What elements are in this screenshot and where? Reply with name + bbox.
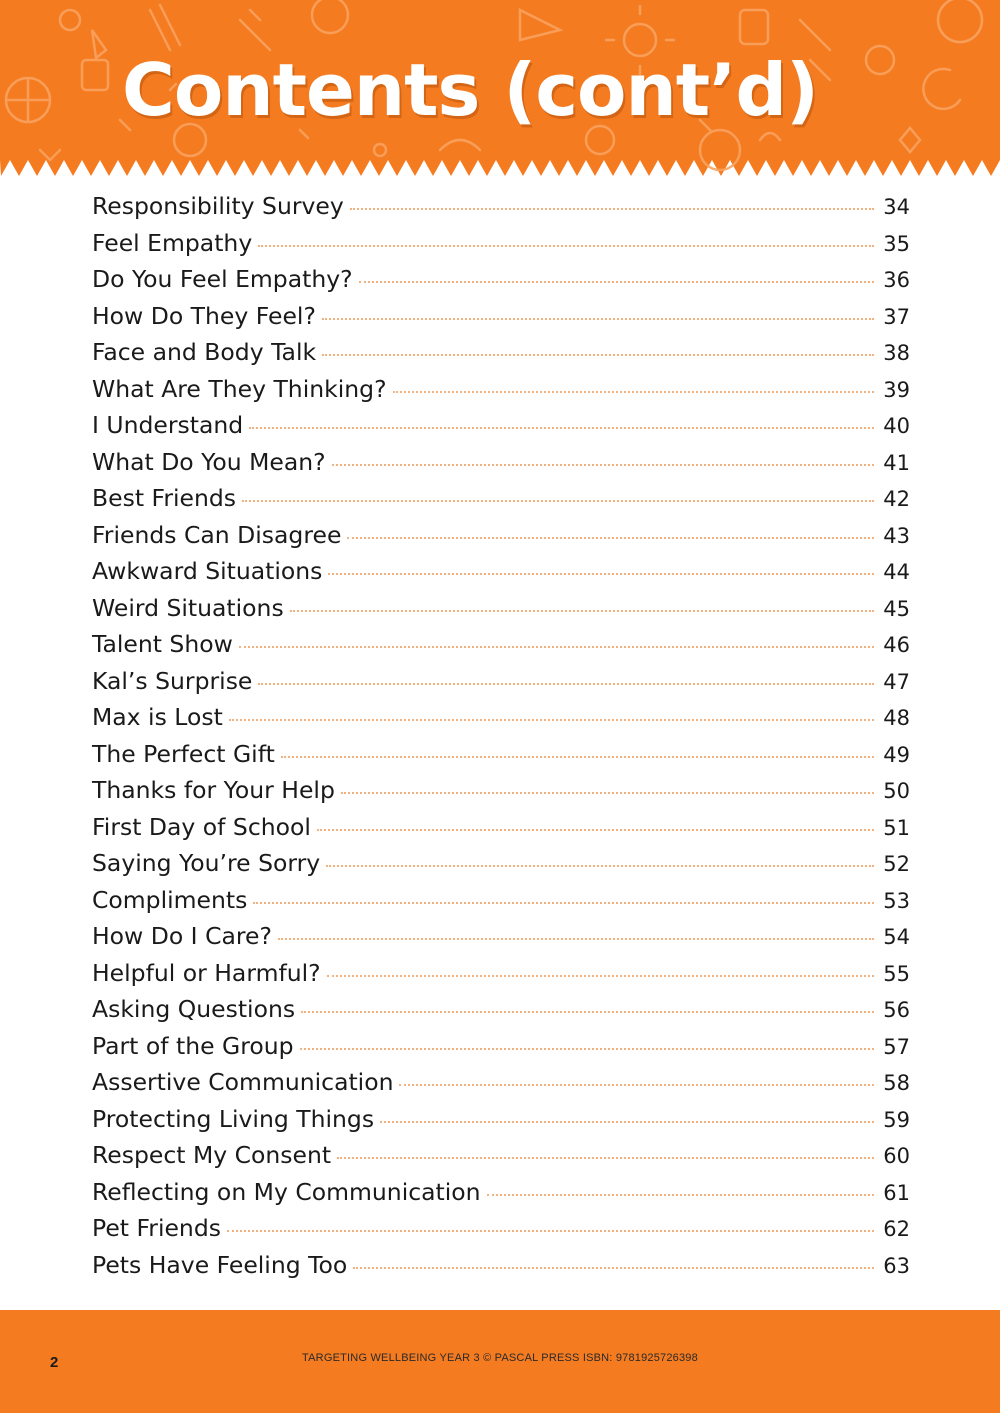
toc-entry-page: 51: [883, 815, 910, 840]
toc-entry-title: Responsibility Survey: [92, 192, 344, 220]
toc-entry-page: 53: [883, 888, 910, 913]
toc-entry-page: 50: [883, 779, 910, 803]
dot-leader: [359, 281, 874, 283]
toc-entry: [92, 1214, 910, 1251]
toc-entry-title: How Do I Care?: [92, 922, 272, 950]
toc-entry: [92, 630, 910, 667]
toc-entry-title: What Are They Thinking?: [92, 374, 387, 403]
toc-entry-page: 62: [883, 1217, 910, 1241]
dot-leader: [380, 1121, 874, 1123]
toc-entry-title: Do You Feel Empathy?: [92, 265, 353, 293]
toc-entry-page: 60: [883, 1144, 910, 1168]
dot-leader: [258, 245, 874, 247]
dot-leader: [242, 500, 874, 502]
toc-entry-page: 49: [883, 742, 910, 767]
toc-entry-page: 41: [883, 450, 910, 475]
dot-leader: [326, 865, 874, 867]
toc-entry: [92, 886, 910, 923]
toc-entry-title: Kal’s Surprise: [92, 666, 253, 695]
toc-entry: [92, 338, 910, 375]
toc-entry: [92, 411, 910, 448]
toc-entry-title: Pets Have Feeling Too: [92, 1250, 348, 1279]
toc-entry-title: Friends Can Disagree: [92, 520, 342, 549]
dot-leader: [227, 1230, 874, 1232]
toc-entry: [92, 229, 910, 266]
dot-leader: [487, 1194, 874, 1196]
toc-entry: [92, 521, 910, 558]
dot-leader: [249, 427, 874, 429]
toc-entry-page: 44: [883, 560, 910, 584]
dot-leader: [399, 1084, 874, 1086]
toc-entry-page: 40: [883, 414, 910, 438]
toc-entry: [92, 703, 910, 740]
toc-entry-page: 57: [883, 1034, 910, 1059]
toc-entry-page: 56: [883, 998, 910, 1022]
toc-entry: [92, 1251, 910, 1288]
dot-leader: [301, 1011, 874, 1013]
toc-entry-page: 38: [883, 341, 910, 365]
dot-leader: [281, 756, 874, 758]
toc-entry-page: 48: [883, 706, 910, 730]
toc-entry-title: Protecting Living Things: [92, 1104, 375, 1133]
toc-entry-title: What Do You Mean?: [92, 447, 326, 476]
table-of-contents: [92, 192, 910, 1287]
footer-copyright: TARGETING WELLBEING YEAR 3 © PASCAL PRESS ISBN: 9781925726398: [302, 1352, 698, 1364]
toc-entry-title: Compliments: [92, 885, 248, 914]
toc-entry-page: 37: [883, 304, 910, 329]
dot-leader: [332, 464, 874, 466]
toc-entry-title: Best Friends: [92, 484, 237, 512]
toc-entry: [92, 302, 910, 339]
page-number: 2: [50, 1354, 59, 1371]
toc-entry-title: Helpful or Harmful?: [92, 958, 321, 987]
toc-entry: [92, 375, 910, 412]
dot-leader: [317, 829, 874, 831]
toc-entry-page: 34: [883, 195, 910, 219]
toc-entry-page: 59: [883, 1107, 910, 1132]
toc-entry-title: Asking Questions: [92, 995, 296, 1023]
dot-leader: [393, 391, 874, 393]
toc-entry-title: Assertive Communication: [92, 1068, 394, 1096]
toc-entry: [92, 1178, 910, 1215]
toc-entry-page: 52: [883, 852, 910, 876]
toc-entry-page: 55: [883, 961, 910, 986]
dot-leader: [258, 683, 874, 685]
dot-leader: [253, 902, 874, 904]
toc-entry: [92, 849, 910, 886]
toc-entry: [92, 922, 910, 959]
toc-entry-page: 43: [883, 523, 910, 548]
toc-entry-title: How Do They Feel?: [92, 301, 316, 330]
toc-entry-page: 47: [883, 669, 910, 694]
toc-entry-page: 54: [883, 925, 910, 949]
dot-leader: [322, 354, 874, 356]
dot-leader: [341, 792, 874, 794]
toc-entry: [92, 594, 910, 631]
toc-entry: [92, 959, 910, 996]
dot-leader: [327, 975, 874, 977]
toc-entry-page: 42: [883, 487, 910, 511]
toc-entry-title: Saying You’re Sorry: [92, 849, 321, 877]
toc-entry: [92, 813, 910, 850]
toc-entry-title: I Understand: [92, 411, 244, 439]
toc-entry: [92, 776, 910, 813]
dot-leader: [350, 208, 874, 210]
dot-leader: [337, 1157, 874, 1159]
toc-entry-page: 63: [883, 1253, 910, 1278]
dot-leader: [290, 610, 874, 612]
toc-entry-title: The Perfect Gift: [92, 739, 275, 768]
toc-entry-page: 35: [883, 231, 910, 256]
toc-entry-title: Pet Friends: [92, 1214, 221, 1242]
toc-entry-title: Reflecting on My Communication: [92, 1177, 481, 1206]
toc-entry-page: 45: [883, 596, 910, 621]
toc-entry-title: Thanks for Your Help: [92, 776, 335, 804]
toc-entry: [92, 1141, 910, 1178]
toc-entry-title: Max is Lost: [92, 703, 223, 731]
toc-entry: [92, 1032, 910, 1069]
toc-entry: [92, 192, 910, 229]
toc-entry: [92, 265, 910, 302]
toc-entry-page: 58: [883, 1071, 910, 1095]
dot-leader: [229, 719, 874, 721]
toc-entry-title: Respect My Consent: [92, 1141, 332, 1169]
toc-entry: [92, 1068, 910, 1105]
dot-leader: [322, 318, 874, 320]
toc-entry-title: Weird Situations: [92, 593, 284, 622]
toc-entry: [92, 667, 910, 704]
dot-leader: [328, 573, 874, 575]
toc-entry: [92, 995, 910, 1032]
dot-leader: [239, 646, 874, 648]
toc-entry-title: Face and Body Talk: [92, 338, 317, 366]
toc-entry: [92, 484, 910, 521]
dot-leader: [278, 938, 874, 940]
page-title: Contents (cont’d): [122, 48, 818, 132]
toc-entry-page: 36: [883, 268, 910, 292]
toc-entry-title: Awkward Situations: [92, 557, 323, 585]
dot-leader: [347, 537, 874, 539]
toc-entry-page: 61: [883, 1180, 910, 1205]
page-header: [0, 0, 1000, 178]
toc-entry-page: 39: [883, 377, 910, 402]
toc-entry: [92, 1105, 910, 1142]
toc-entry: [92, 448, 910, 485]
toc-entry-title: Talent Show: [92, 630, 233, 658]
dot-leader: [300, 1048, 874, 1050]
toc-entry-title: Feel Empathy: [92, 228, 253, 257]
page-footer: [0, 1310, 1000, 1413]
dot-leader: [353, 1267, 874, 1269]
toc-entry: [92, 557, 910, 594]
toc-entry-title: Part of the Group: [92, 1031, 294, 1060]
toc-entry-page: 46: [883, 633, 910, 657]
toc-entry: [92, 740, 910, 777]
toc-entry-title: First Day of School: [92, 812, 311, 841]
